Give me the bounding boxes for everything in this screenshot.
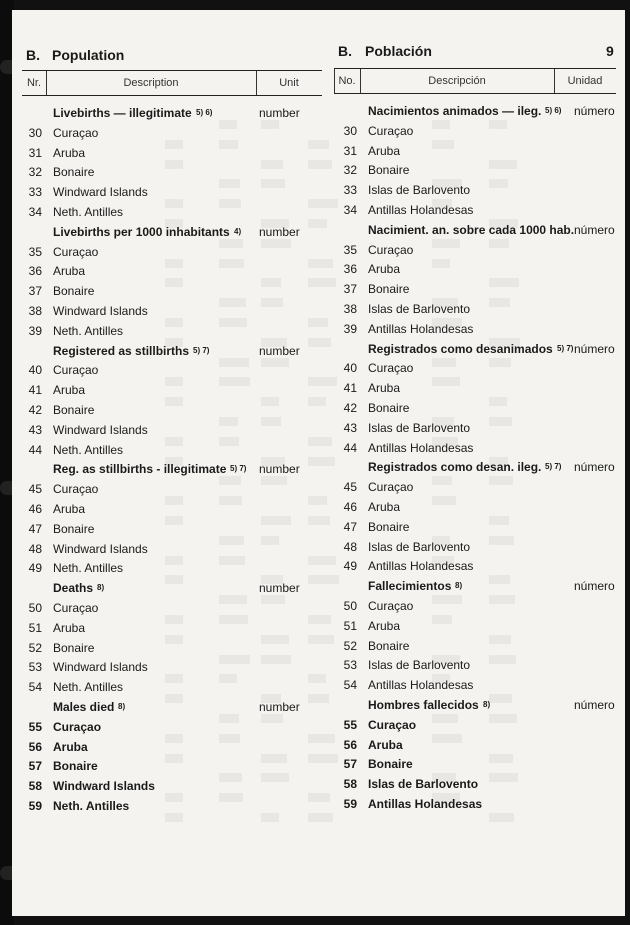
footnote-marker: 4) (234, 226, 242, 236)
row-number: 40 (343, 361, 357, 376)
table-row (0, 141, 630, 161)
group-title: Nacimientos animados — ileg. (368, 104, 542, 118)
row-number: 36 (28, 264, 42, 279)
row-label: Windward Islands (53, 660, 148, 675)
column-header-nr: Nr. (26, 77, 42, 89)
row-label: Curaçao (368, 480, 414, 495)
column-header-descripcion: Descripción (428, 75, 486, 87)
row-number: 57 (343, 757, 357, 772)
row-number: 31 (343, 143, 357, 158)
row-number: 41 (28, 383, 42, 398)
row-number: 30 (28, 125, 42, 140)
group-heading (0, 457, 630, 477)
group-heading (0, 101, 630, 121)
row-label: Aruba (53, 383, 86, 398)
group-title: Deaths (53, 581, 94, 596)
row-number: 46 (343, 500, 357, 514)
group-title: Reg. as stillbirths - illegitimate (53, 462, 227, 477)
group-title: Males died (53, 700, 115, 714)
row-number: 47 (28, 521, 42, 536)
row-number: 58 (28, 779, 42, 794)
group-heading (0, 220, 630, 240)
unit-label: número (574, 579, 615, 594)
table-row (0, 616, 630, 636)
table-row (0, 180, 630, 200)
row-number: 49 (343, 559, 357, 574)
row-label: Bonaire (368, 163, 410, 178)
row-label: Aruba (53, 145, 86, 160)
footnote-marker: 8) (483, 700, 491, 709)
unit-label: number (259, 343, 300, 358)
column-header-unidad: Unidad (567, 75, 603, 87)
row-label: Antillas Holandesas (368, 203, 474, 217)
table-row (0, 675, 630, 695)
table-row (0, 279, 630, 299)
row-number: 39 (28, 323, 42, 338)
row-label: Windward Islands (53, 541, 148, 556)
table-header-right (334, 68, 616, 94)
table-row (0, 556, 630, 576)
row-number: 40 (28, 363, 42, 378)
row-label: Aruba (368, 618, 401, 633)
row-label: Islas de Barlovento (368, 302, 471, 316)
row-label: Aruba (53, 264, 86, 279)
row-label: Aruba (368, 143, 401, 158)
row-number: 35 (28, 244, 42, 259)
unit-label: número (574, 341, 615, 356)
group-heading (0, 695, 630, 715)
unit-label: número (574, 698, 615, 712)
unit-label: number (259, 106, 300, 120)
row-number: 50 (28, 601, 42, 615)
row-label: Antillas Holandesas (368, 797, 483, 811)
table-header-left (22, 70, 322, 96)
row-number: 58 (343, 777, 357, 792)
row-label: Neth. Antilles (53, 561, 124, 576)
table-row (0, 517, 630, 537)
unit-label: número (574, 104, 615, 118)
group-title: Nacimient. an. sobre cada 1000 hab. (368, 222, 575, 237)
row-number: 32 (343, 163, 357, 178)
row-number: 45 (28, 482, 42, 497)
table-row (0, 398, 630, 418)
unit-label: number (259, 700, 300, 714)
row-number: 34 (343, 203, 357, 217)
row-number: 33 (343, 183, 357, 198)
row-label: Aruba (53, 620, 86, 635)
section-letter-left: B. (26, 47, 40, 63)
row-number: 48 (343, 539, 357, 554)
table-row (0, 438, 630, 458)
row-label: Aruba (368, 262, 401, 277)
row-number: 52 (343, 638, 357, 653)
row-label: Curaçao (368, 242, 414, 257)
row-label: Curaçao (53, 125, 99, 140)
group-title: Fallecimientos (368, 579, 452, 594)
row-number: 54 (28, 680, 42, 695)
table-row (0, 378, 630, 398)
unit-label: number (259, 581, 300, 596)
table-row (0, 655, 630, 675)
row-number: 53 (28, 660, 42, 675)
row-label: Windward Islands (53, 779, 155, 794)
row-number: 53 (343, 658, 357, 673)
row-label: Curaçao (53, 719, 102, 734)
row-number: 59 (343, 797, 357, 811)
row-label: Bonaire (368, 638, 410, 653)
row-label: Aruba (53, 739, 88, 754)
row-number: 57 (28, 759, 42, 774)
table-row (0, 477, 630, 497)
row-number: 55 (28, 719, 42, 734)
row-label: Curaçao (53, 363, 99, 378)
row-number: 51 (343, 618, 357, 633)
table-row (0, 200, 630, 220)
row-label: Bonaire (53, 759, 98, 774)
table-row (0, 715, 630, 735)
row-label: Islas de Barlovento (368, 539, 471, 554)
table-row (0, 774, 630, 794)
row-number: 34 (28, 205, 42, 219)
row-label: Bonaire (368, 401, 410, 415)
row-number: 56 (343, 737, 357, 752)
footnote-marker: 8) (97, 583, 105, 593)
table-row (0, 160, 630, 180)
row-label: Antillas Holandesas (368, 321, 474, 336)
row-number: 50 (343, 599, 357, 613)
group-title: Livebirths per 1000 inhabitants (53, 224, 230, 239)
table-row (0, 358, 630, 378)
table-row (0, 537, 630, 557)
row-label: Bonaire (368, 519, 410, 534)
footnote-marker: 8) (455, 581, 463, 591)
row-number: 59 (28, 799, 42, 813)
row-label: Antillas Holandesas (368, 678, 474, 693)
row-label: Bonaire (53, 165, 95, 180)
row-label: Islas de Barlovento (368, 777, 479, 792)
table-row (0, 735, 630, 755)
row-label: Windward Islands (53, 185, 148, 200)
group-title: Hombres fallecidos (368, 698, 479, 712)
table-row (0, 240, 630, 260)
row-number: 35 (343, 242, 357, 257)
table-row (0, 754, 630, 774)
table-row (0, 319, 630, 339)
row-number: 37 (28, 284, 42, 299)
row-label: Neth. Antilles (53, 442, 124, 457)
table-row (0, 418, 630, 438)
row-number: 41 (343, 381, 357, 396)
row-number: 45 (343, 480, 357, 495)
row-label: Islas de Barlovento (368, 420, 471, 435)
row-number: 33 (28, 185, 42, 200)
row-number: 42 (343, 401, 357, 415)
row-number: 49 (28, 561, 42, 576)
row-number: 38 (28, 304, 42, 318)
column-header-description: Description (123, 77, 179, 89)
row-label: Curaçao (53, 482, 99, 497)
row-number: 42 (28, 403, 42, 417)
footnote-marker: 5) 7) (193, 345, 210, 355)
row-label: Bonaire (368, 757, 413, 772)
row-label: Bonaire (53, 403, 95, 417)
row-label: Bonaire (53, 284, 95, 299)
row-label: Curaçao (53, 244, 99, 259)
row-number: 51 (28, 620, 42, 635)
unit-label: número (574, 222, 615, 237)
row-label: Bonaire (368, 282, 410, 297)
row-label: Curaçao (368, 123, 414, 138)
footnote-marker: 5) 6) (196, 108, 213, 117)
table-row (0, 121, 630, 141)
table-row (0, 259, 630, 279)
table-row (0, 497, 630, 517)
row-number: 43 (343, 420, 357, 435)
section-title-left: Population (52, 47, 125, 63)
row-number: 46 (28, 502, 42, 516)
row-label: Windward Islands (53, 304, 148, 318)
row-label: Windward Islands (53, 422, 148, 437)
unit-label: número (574, 460, 615, 475)
footnote-marker: 5) 6) (545, 106, 562, 115)
column-header-unit: Unit (279, 77, 299, 89)
row-number: 37 (343, 282, 357, 297)
footnote-marker: 5) 7) (545, 462, 562, 472)
row-label: Aruba (368, 500, 401, 514)
section-title-right: Población (365, 43, 432, 59)
row-label: Antillas Holandesas (368, 559, 474, 574)
row-number: 47 (343, 519, 357, 534)
row-label: Bonaire (53, 640, 95, 655)
row-number: 31 (28, 145, 42, 160)
column-header-no: No. (338, 75, 356, 87)
group-title: Registrados como desan. ileg. (368, 460, 542, 475)
unit-label: number (259, 462, 300, 477)
table-row (0, 636, 630, 656)
row-label: Neth. Antilles (53, 205, 124, 219)
row-number: 36 (343, 262, 357, 277)
row-label: Aruba (53, 502, 86, 516)
row-label: Bonaire (53, 521, 95, 536)
row-label: Neth. Antilles (53, 680, 124, 695)
row-label: Antillas Holandesas (368, 440, 474, 455)
row-label: Aruba (368, 381, 401, 396)
row-number: 39 (343, 321, 357, 336)
group-title: Livebirths — illegitimate (53, 106, 192, 120)
row-label: Neth. Antilles (53, 799, 130, 813)
row-number: 52 (28, 640, 42, 655)
table-row (0, 794, 630, 814)
footnote-marker: 8) (118, 702, 126, 711)
group-title: Registrados como desanimados (368, 341, 553, 356)
table-row (0, 299, 630, 319)
row-label: Aruba (368, 737, 403, 752)
row-number: 30 (343, 123, 357, 138)
group-heading (0, 339, 630, 359)
row-number: 32 (28, 165, 42, 180)
row-label: Neth. Antilles (53, 323, 124, 338)
row-number: 56 (28, 739, 42, 754)
unit-label: number (259, 224, 300, 239)
footnote-marker: 5) 7) (557, 343, 574, 353)
row-label: Curaçao (368, 717, 417, 732)
group-heading (0, 576, 630, 596)
row-label: Islas de Barlovento (368, 658, 471, 673)
row-number: 54 (343, 678, 357, 693)
page-number: 9 (606, 43, 614, 59)
group-title: Registered as stillbirths (53, 343, 190, 358)
row-label: Curaçao (368, 361, 414, 376)
row-number: 38 (343, 302, 357, 316)
row-label: Curaçao (53, 601, 99, 615)
row-number: 44 (28, 442, 42, 457)
section-letter-right: B. (338, 43, 352, 59)
table-row (0, 596, 630, 616)
row-label: Curaçao (368, 599, 414, 613)
row-number: 44 (343, 440, 357, 455)
row-number: 55 (343, 717, 357, 732)
footnote-marker: 5) 7) (230, 464, 247, 474)
row-label: Islas de Barlovento (368, 183, 471, 198)
row-number: 48 (28, 541, 42, 556)
row-number: 43 (28, 422, 42, 437)
